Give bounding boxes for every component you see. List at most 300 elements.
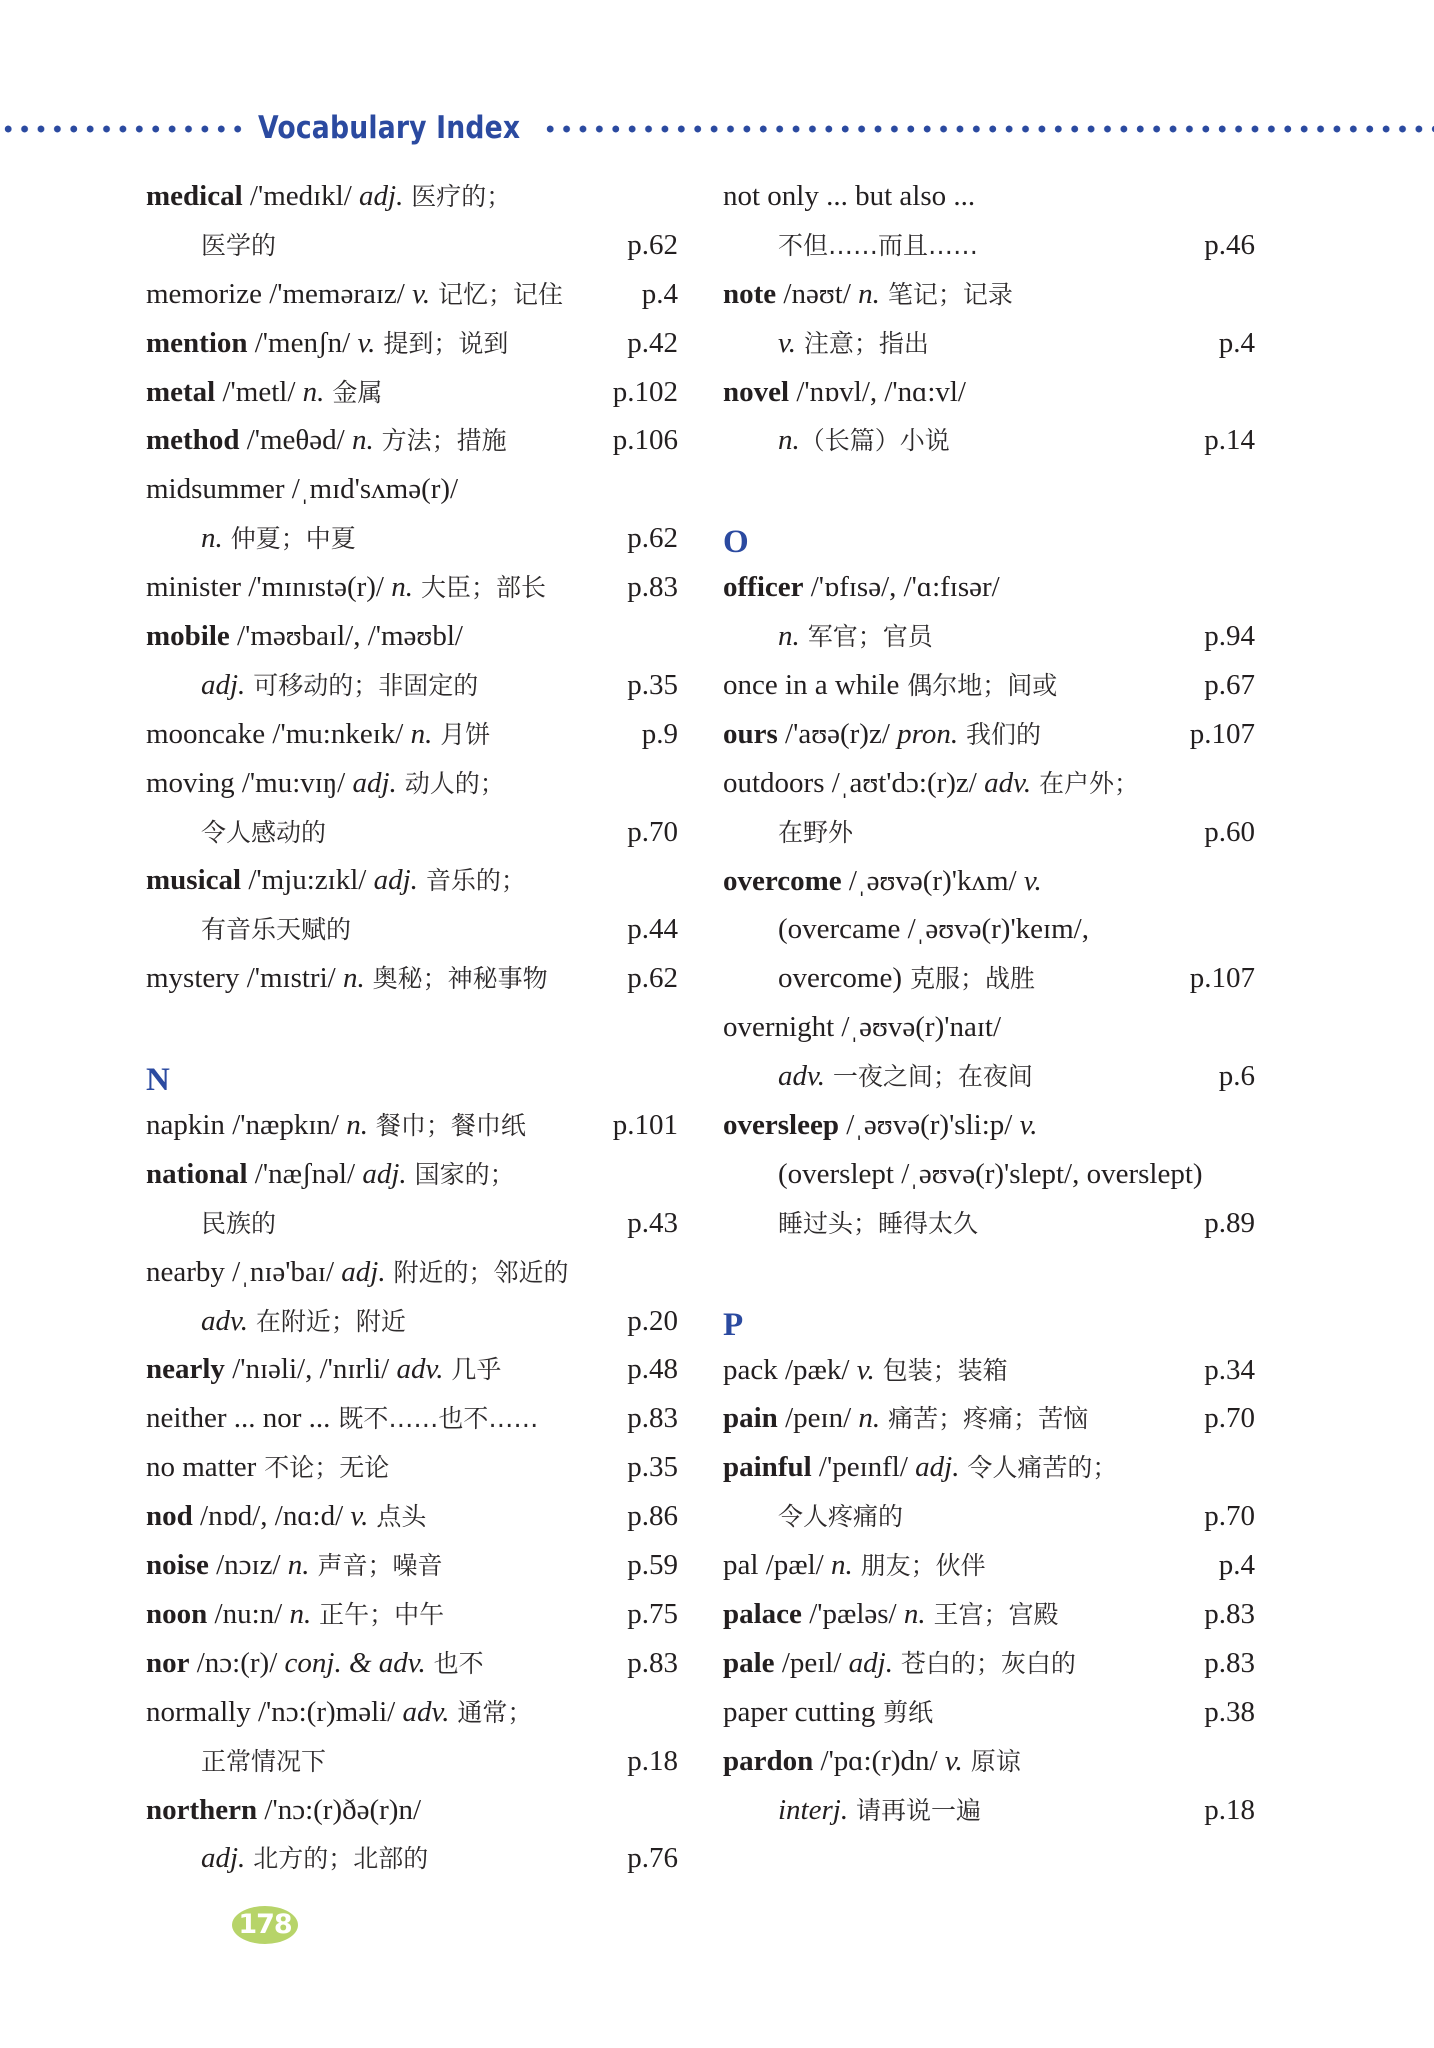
vocabulary-entry bbox=[146, 1150, 678, 1199]
chinese-meaning: 可移动的；非固定的 bbox=[245, 670, 479, 700]
vocabulary-entry bbox=[146, 1639, 678, 1688]
page-reference: p.18 bbox=[627, 1744, 678, 1777]
vocabulary-entry bbox=[146, 710, 678, 759]
entry-continuation-line bbox=[723, 221, 1255, 270]
part-of-speech: v. bbox=[350, 1500, 369, 1533]
entry-text bbox=[723, 1346, 1008, 1396]
chinese-meaning: 不论；无论 bbox=[256, 1453, 390, 1483]
headword: palace bbox=[723, 1598, 802, 1631]
chinese-meaning: 痛苦；疼痛；苦恼 bbox=[880, 1404, 1089, 1434]
phonetic: /nəʊt/ bbox=[776, 277, 859, 310]
entry-text bbox=[146, 1688, 532, 1738]
entry-text bbox=[146, 563, 546, 613]
entry-text bbox=[146, 465, 458, 514]
chinese-meaning: 声音；噪音 bbox=[309, 1551, 443, 1581]
chinese-meaning: 令人感动的 bbox=[201, 817, 327, 847]
headword: mention bbox=[146, 326, 248, 359]
part-of-speech: n. bbox=[391, 571, 413, 604]
vocabulary-entry bbox=[723, 1394, 1255, 1443]
headword: noise bbox=[146, 1549, 209, 1582]
page-reference: p.44 bbox=[627, 913, 678, 946]
headword: minister bbox=[146, 571, 242, 604]
page-reference: p.38 bbox=[1204, 1695, 1255, 1728]
chinese-meaning: 国家的； bbox=[406, 1159, 515, 1189]
part-of-speech: adv. bbox=[402, 1695, 450, 1728]
headword: overcome bbox=[723, 864, 842, 897]
headword: novel bbox=[723, 375, 790, 408]
vocabulary-entry bbox=[723, 1541, 1255, 1590]
page-reference: p.42 bbox=[627, 326, 678, 359]
page-reference: p.86 bbox=[627, 1500, 678, 1533]
index-column-left bbox=[146, 172, 678, 1883]
headword: metal bbox=[146, 375, 216, 408]
part-of-speech: n. bbox=[410, 717, 433, 750]
page-reference: p.9 bbox=[641, 717, 678, 750]
phonetic: /'mu:vɪŋ/ bbox=[234, 766, 353, 799]
vocabulary-entry bbox=[146, 563, 678, 612]
vocabulary-entry bbox=[146, 1541, 678, 1590]
part-of-speech: n. bbox=[289, 1597, 312, 1630]
phonetic: /'metl/ bbox=[215, 375, 303, 408]
entry-text bbox=[723, 1737, 1021, 1787]
page-reference: p.48 bbox=[627, 1353, 678, 1386]
entry-text bbox=[723, 1541, 986, 1591]
entry-text bbox=[146, 368, 382, 418]
entry-continuation-line bbox=[723, 1199, 1255, 1248]
page-reference: p.14 bbox=[1204, 424, 1255, 457]
header-dots-right bbox=[542, 125, 1434, 133]
index-column-right bbox=[723, 172, 1255, 1835]
page-reference: p.107 bbox=[1189, 962, 1255, 995]
chinese-meaning: 原谅 bbox=[962, 1746, 1021, 1776]
headword: pack bbox=[723, 1353, 778, 1386]
entry-text bbox=[723, 172, 975, 221]
phonetic: /'nɒvl/, /'nɑ:vl/ bbox=[789, 375, 966, 408]
vocabulary-entry bbox=[723, 270, 1255, 319]
headword: once in a while bbox=[723, 669, 900, 702]
part-of-speech: adj. bbox=[373, 864, 418, 897]
headword: pardon bbox=[723, 1744, 814, 1777]
vocabulary-entry bbox=[723, 1590, 1255, 1639]
page-reference: p.83 bbox=[1204, 1646, 1255, 1679]
chinese-meaning: 一夜之间；在夜间 bbox=[824, 1062, 1033, 1092]
chinese-meaning: 奥秘；神秘事物 bbox=[364, 964, 548, 994]
part-of-speech: n. bbox=[287, 1549, 310, 1582]
entry-text bbox=[723, 1394, 1088, 1444]
part-of-speech: adj. bbox=[352, 766, 397, 799]
entry-text bbox=[146, 1150, 515, 1200]
part-of-speech: adj. bbox=[201, 1842, 246, 1875]
chinese-meaning: 记忆；记住 bbox=[430, 279, 564, 309]
chinese-meaning: 北方的；北部的 bbox=[245, 1844, 429, 1874]
vocabulary-entry bbox=[146, 1394, 678, 1443]
part-of-speech: n. bbox=[858, 277, 880, 310]
chinese-meaning: 睡过头；睡得太久 bbox=[778, 1208, 979, 1238]
entry-continuation-line bbox=[723, 319, 1255, 368]
entry-continuation-line bbox=[146, 1297, 678, 1346]
vocabulary-entry bbox=[146, 1443, 678, 1492]
entry-text bbox=[146, 514, 356, 564]
english-text: (overslept /ˌəʊvə(r)'slept/, overslept) bbox=[778, 1157, 1203, 1190]
phonetic: /ˌəʊvə(r)'sli:p/ bbox=[838, 1109, 1020, 1142]
vocabulary-entry bbox=[723, 368, 1255, 417]
part-of-speech: v. bbox=[1023, 864, 1042, 897]
part-of-speech: n. bbox=[778, 424, 800, 457]
vocabulary-entry bbox=[146, 172, 678, 221]
vocabulary-entry bbox=[723, 563, 1255, 612]
headword: painful bbox=[723, 1451, 812, 1484]
page-reference: p.102 bbox=[612, 375, 678, 408]
part-of-speech: n. bbox=[342, 962, 365, 995]
entry-text bbox=[146, 710, 490, 760]
part-of-speech: v. bbox=[412, 277, 431, 310]
chinese-meaning: 既不……也不…… bbox=[330, 1404, 539, 1434]
phonetic: /'menʃn/ bbox=[247, 326, 358, 359]
part-of-speech: v. bbox=[944, 1744, 963, 1777]
page-reference: p.83 bbox=[627, 1646, 678, 1679]
chinese-meaning: 注意；指出 bbox=[795, 328, 929, 358]
headword: nod bbox=[146, 1500, 193, 1533]
headword: midsummer bbox=[146, 473, 285, 506]
chinese-meaning: 几乎 bbox=[443, 1355, 502, 1385]
chinese-meaning: 也不 bbox=[425, 1648, 484, 1678]
page-reference: p.70 bbox=[627, 815, 678, 848]
page-reference: p.101 bbox=[612, 1109, 678, 1142]
phonetic: /'medɪkl/ bbox=[242, 180, 360, 212]
entry-text bbox=[723, 1639, 1076, 1689]
entry-text bbox=[146, 1541, 442, 1591]
section-letter-heading: P bbox=[723, 1306, 744, 1343]
vocabulary-entry bbox=[723, 710, 1255, 759]
chinese-meaning: 大臣；部长 bbox=[413, 573, 546, 603]
phonetic: /'pɑ:(r)dn/ bbox=[813, 1744, 945, 1777]
entry-text bbox=[146, 1394, 538, 1444]
page-reference: p.4 bbox=[1218, 1549, 1255, 1582]
headword: normally bbox=[146, 1695, 251, 1728]
headword: medical bbox=[146, 180, 243, 212]
vocabulary-entry bbox=[723, 661, 1255, 710]
section-spacer bbox=[146, 1003, 678, 1052]
entry-text bbox=[723, 1443, 1117, 1493]
phonetic: /'meθəd/ bbox=[239, 424, 352, 457]
headword: memorize bbox=[146, 277, 262, 310]
page-reference: p.106 bbox=[612, 424, 678, 457]
headword: moving bbox=[146, 766, 235, 799]
page-reference: p.18 bbox=[1204, 1793, 1255, 1826]
part-of-speech: n. bbox=[830, 1549, 853, 1582]
part-of-speech: v. bbox=[778, 326, 796, 359]
headword: napkin bbox=[146, 1109, 225, 1142]
phonetic: /nɔ:(r)/ bbox=[189, 1646, 285, 1679]
part-of-speech: v. bbox=[357, 326, 376, 359]
entry-text bbox=[146, 1834, 428, 1884]
headword: nearby bbox=[146, 1255, 225, 1288]
entry-continuation-line bbox=[723, 905, 1255, 954]
chinese-meaning: 方法；措施 bbox=[373, 426, 507, 456]
entry-text bbox=[146, 1248, 569, 1298]
entry-text bbox=[146, 319, 508, 369]
phonetic: /ˌnɪə'baɪ/ bbox=[224, 1255, 342, 1288]
part-of-speech: n. bbox=[346, 1109, 368, 1142]
page-reference: p.62 bbox=[627, 228, 678, 261]
chinese-meaning: 我们的 bbox=[958, 719, 1042, 749]
entry-text bbox=[146, 954, 548, 1004]
part-of-speech: interj. bbox=[778, 1793, 849, 1826]
part-of-speech: n. bbox=[858, 1402, 881, 1435]
headword: oversleep bbox=[723, 1109, 839, 1142]
chinese-meaning: 提到；说到 bbox=[375, 328, 509, 358]
entry-text bbox=[723, 1101, 1038, 1150]
entry-text bbox=[146, 661, 478, 711]
vocabulary-entry bbox=[723, 1639, 1255, 1688]
phonetic: /nɒd/, /nɑ:d/ bbox=[192, 1500, 351, 1533]
headword: pale bbox=[723, 1646, 775, 1679]
part-of-speech: adj. bbox=[848, 1646, 893, 1679]
entry-text bbox=[146, 1737, 326, 1787]
entry-text bbox=[723, 759, 1139, 809]
part-of-speech: n. bbox=[903, 1598, 926, 1631]
entry-continuation-line bbox=[146, 808, 678, 857]
page-reference: p.34 bbox=[1204, 1353, 1255, 1386]
entry-text bbox=[723, 368, 966, 417]
phonetic: /'mju:zɪkl/ bbox=[241, 864, 374, 897]
vocabulary-entry bbox=[146, 612, 678, 661]
page-reference: p.70 bbox=[1204, 1500, 1255, 1533]
phonetic: /'peɪnfl/ bbox=[811, 1451, 916, 1484]
page-reference: p.75 bbox=[627, 1597, 678, 1630]
chinese-meaning: 偶尔地；间或 bbox=[899, 671, 1058, 701]
entry-text bbox=[723, 1492, 903, 1542]
part-of-speech: v. bbox=[856, 1353, 875, 1386]
phonetic: /'ɒfɪsə/, /'ɑ:fɪsər/ bbox=[803, 571, 1000, 604]
header-dots-left bbox=[0, 125, 246, 133]
vocabulary-entry bbox=[146, 1590, 678, 1639]
section-letter-heading: O bbox=[723, 524, 749, 561]
page-title: Vocabulary Index bbox=[258, 110, 521, 146]
section-letter-heading: N bbox=[146, 1062, 170, 1099]
phonetic: /'mɪnɪstə(r)/ bbox=[241, 571, 392, 604]
chinese-meaning: 音乐的； bbox=[417, 866, 526, 896]
vocabulary-entry bbox=[723, 857, 1255, 906]
page-reference: p.4 bbox=[1218, 326, 1255, 359]
vocabulary-entry bbox=[146, 1492, 678, 1541]
page-reference: p.35 bbox=[627, 1451, 678, 1484]
entry-text bbox=[723, 954, 1035, 1004]
phonetic: /'meməraɪz/ bbox=[261, 277, 413, 310]
part-of-speech: n. bbox=[201, 522, 223, 555]
entry-text bbox=[723, 1052, 1033, 1102]
part-of-speech: adj. bbox=[915, 1451, 960, 1484]
entry-text bbox=[723, 808, 853, 858]
english-text: (overcame /ˌəʊvə(r)'keɪm/, bbox=[778, 913, 1089, 946]
vocabulary-entry bbox=[146, 1786, 678, 1835]
headword: no matter bbox=[146, 1451, 257, 1484]
entry-text bbox=[723, 1003, 1001, 1052]
headword: ours bbox=[723, 717, 778, 750]
entry-text bbox=[146, 1590, 444, 1640]
chinese-meaning: （长篇）小说 bbox=[799, 426, 950, 456]
phonetic: /'mɪstri/ bbox=[239, 962, 343, 995]
page-reference: p.70 bbox=[1204, 1402, 1255, 1435]
section-spacer bbox=[723, 1248, 1255, 1297]
headword: mobile bbox=[146, 620, 230, 653]
chinese-meaning: 医学的 bbox=[201, 230, 277, 260]
entry-text bbox=[723, 612, 933, 662]
part-of-speech: v. bbox=[1019, 1109, 1038, 1142]
chinese-meaning: 民族的 bbox=[201, 1208, 277, 1238]
chinese-meaning: 金属 bbox=[324, 377, 383, 407]
entry-text bbox=[723, 661, 1057, 711]
chinese-meaning: 朋友；伙伴 bbox=[852, 1551, 986, 1581]
entry-text bbox=[723, 319, 929, 369]
page-reference: p.94 bbox=[1204, 620, 1255, 653]
entry-text bbox=[146, 270, 563, 320]
vocabulary-entry bbox=[723, 1443, 1255, 1492]
chinese-meaning: 克服；战胜 bbox=[902, 964, 1035, 994]
vocabulary-entry bbox=[146, 856, 678, 905]
entry-text bbox=[723, 270, 1013, 320]
entry-text bbox=[146, 1101, 526, 1151]
entry-text bbox=[146, 416, 507, 466]
page-reference: p.60 bbox=[1204, 815, 1255, 848]
entry-continuation-line bbox=[146, 1834, 678, 1883]
page-reference: p.83 bbox=[627, 571, 678, 604]
page-reference: p.20 bbox=[627, 1304, 678, 1337]
entry-text bbox=[723, 416, 950, 466]
entry-continuation-line bbox=[723, 808, 1255, 857]
vocabulary-entry bbox=[723, 759, 1255, 808]
phonetic: /'nɪəli/, /'nɪrli/ bbox=[224, 1353, 397, 1386]
chinese-meaning: 在附近；附近 bbox=[247, 1306, 406, 1336]
entry-text bbox=[723, 857, 1042, 906]
entry-continuation-line bbox=[723, 1150, 1255, 1199]
part-of-speech: adj. bbox=[362, 1157, 407, 1190]
page-reference: p.62 bbox=[627, 522, 678, 555]
headword: outdoors bbox=[723, 766, 825, 799]
entry-text bbox=[723, 905, 1089, 954]
chinese-meaning: 令人痛苦的； bbox=[959, 1453, 1118, 1483]
entry-continuation-line bbox=[146, 905, 678, 954]
entry-continuation-line bbox=[146, 1737, 678, 1786]
entry-text bbox=[146, 1297, 406, 1347]
entry-text bbox=[146, 1345, 501, 1395]
entry-continuation-line bbox=[146, 221, 678, 270]
entry-continuation-line bbox=[723, 612, 1255, 661]
part-of-speech: adj. bbox=[201, 668, 246, 701]
headword: nearly bbox=[146, 1353, 225, 1386]
chinese-meaning: 令人疼痛的 bbox=[778, 1502, 904, 1532]
chinese-meaning: 在野外 bbox=[778, 817, 854, 847]
entry-text bbox=[723, 563, 1000, 612]
vocabulary-entry bbox=[146, 319, 678, 368]
page-reference: p.59 bbox=[627, 1549, 678, 1582]
part-of-speech: adv. bbox=[778, 1060, 825, 1093]
part-of-speech: adj. bbox=[359, 180, 404, 212]
vocabulary-entry bbox=[723, 1346, 1255, 1395]
chinese-meaning: 月饼 bbox=[432, 719, 491, 749]
vocabulary-entry bbox=[146, 416, 678, 465]
headword: pal bbox=[723, 1549, 759, 1582]
chinese-meaning: 正午；中午 bbox=[311, 1599, 445, 1629]
headword: northern bbox=[146, 1793, 258, 1826]
entry-text bbox=[146, 172, 511, 222]
vocabulary-entry bbox=[146, 759, 678, 808]
page-reference: p.43 bbox=[627, 1206, 678, 1239]
entry-text bbox=[723, 1199, 978, 1249]
entry-text bbox=[146, 1492, 426, 1542]
phonetic: /'məʊbaɪl/, /'məʊbl/ bbox=[229, 620, 463, 653]
entry-text bbox=[146, 759, 505, 809]
phonetic: /ˌmɪd'sʌmə(r)/ bbox=[284, 473, 459, 506]
entry-continuation-line bbox=[146, 1199, 678, 1248]
phonetic: /ˌaʊt'dɔ:(r)z/ bbox=[824, 766, 985, 799]
chinese-meaning: 通常； bbox=[449, 1697, 533, 1727]
page-number-badge: 178 bbox=[232, 1906, 298, 1944]
chinese-meaning: 医疗的； bbox=[403, 182, 512, 211]
part-of-speech: n. bbox=[351, 424, 374, 457]
part-of-speech: adv. bbox=[984, 766, 1032, 799]
vocabulary-entry bbox=[723, 172, 1255, 221]
vocabulary-entry bbox=[146, 368, 678, 417]
entry-text bbox=[146, 856, 526, 906]
vocabulary-entry bbox=[146, 1101, 678, 1150]
entry-text bbox=[723, 221, 978, 271]
phonetic: /'nɔ:(r)ðə(r)n/ bbox=[257, 1793, 422, 1826]
headword: overnight bbox=[723, 1011, 835, 1044]
chinese-meaning: 王宫；宫殿 bbox=[925, 1600, 1059, 1630]
entry-text bbox=[723, 1688, 933, 1738]
chinese-meaning: 动人的； bbox=[396, 768, 505, 798]
entry-text bbox=[723, 1150, 1203, 1199]
entry-text bbox=[146, 221, 276, 271]
part-of-speech: conj. & adv. bbox=[284, 1646, 426, 1679]
chinese-meaning: 餐巾；餐巾纸 bbox=[367, 1111, 526, 1141]
entry-continuation-line bbox=[146, 661, 678, 710]
part-of-speech: adj. bbox=[341, 1255, 386, 1288]
page-reference: p.67 bbox=[1204, 669, 1255, 702]
vocabulary-entry bbox=[723, 1101, 1255, 1150]
phonetic: /'næpkɪn/ bbox=[224, 1109, 347, 1142]
chinese-meaning: 在户外； bbox=[1031, 768, 1140, 798]
phonetic: /'pæləs/ bbox=[801, 1598, 904, 1631]
page-header bbox=[0, 108, 1434, 148]
phonetic: /pæk/ bbox=[777, 1353, 857, 1386]
chinese-meaning: 军官；官员 bbox=[799, 622, 933, 652]
entry-text bbox=[146, 612, 463, 661]
part-of-speech: n. bbox=[302, 375, 325, 408]
vocabulary-entry bbox=[723, 1003, 1255, 1052]
entry-continuation-line bbox=[723, 1786, 1255, 1835]
entry-text bbox=[723, 1786, 981, 1836]
vocabulary-entry bbox=[146, 954, 678, 1003]
chinese-meaning: 仲夏；中夏 bbox=[222, 524, 356, 554]
headword: musical bbox=[146, 864, 242, 897]
headword: method bbox=[146, 424, 240, 457]
headword: paper cutting bbox=[723, 1695, 876, 1728]
section-spacer bbox=[723, 465, 1255, 514]
page-reference: p.6 bbox=[1218, 1060, 1255, 1093]
page-reference: p.89 bbox=[1204, 1206, 1255, 1239]
entry-text bbox=[146, 808, 326, 858]
entry-text bbox=[146, 1443, 389, 1493]
phonetic: /ˌəʊvə(r)'naɪt/ bbox=[834, 1011, 1002, 1044]
page-reference: p.46 bbox=[1204, 228, 1255, 261]
page-reference: p.76 bbox=[627, 1842, 678, 1875]
part-of-speech: n. bbox=[778, 620, 800, 653]
vocabulary-entry bbox=[146, 465, 678, 514]
headword: mystery bbox=[146, 962, 240, 995]
phonetic: /pæl/ bbox=[758, 1549, 831, 1582]
